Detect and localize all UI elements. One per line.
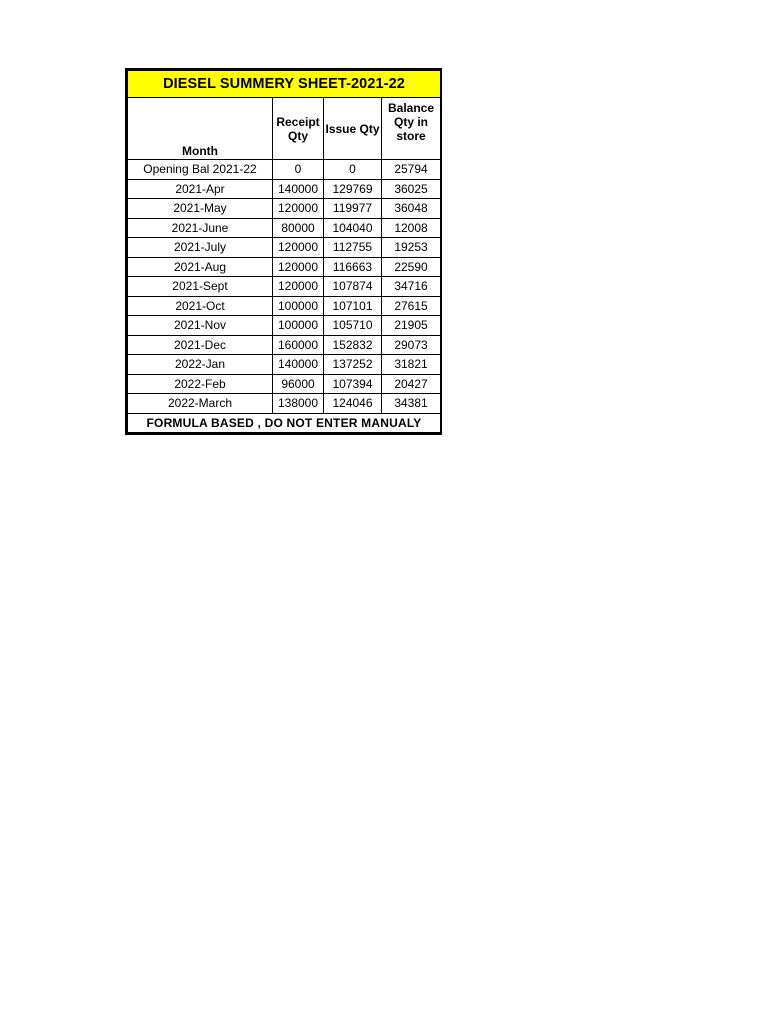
cell-receipt: 140000 (273, 179, 324, 199)
cell-balance: 34381 (382, 394, 441, 414)
cell-balance: 31821 (382, 355, 441, 375)
cell-balance: 21905 (382, 316, 441, 336)
cell-receipt: 80000 (273, 218, 324, 238)
table-row (128, 296, 441, 316)
cell-issue: 152832 (324, 335, 382, 355)
header-row (128, 98, 441, 160)
cell-receipt: 100000 (273, 296, 324, 316)
cell-issue: 105710 (324, 316, 382, 336)
cell-receipt: 160000 (273, 335, 324, 355)
cell-issue: 112755 (324, 238, 382, 258)
cell-issue: 124046 (324, 394, 382, 414)
cell-month: 2021-May (128, 199, 273, 219)
cell-balance: 36025 (382, 179, 441, 199)
header-receipt-qty: Receipt Qty (273, 98, 324, 160)
title-row (128, 71, 441, 98)
cell-month: 2021-Aug (128, 257, 273, 277)
cell-receipt: 138000 (273, 394, 324, 414)
cell-month: Opening Bal 2021-22 (128, 160, 273, 180)
table-row (128, 394, 441, 414)
diesel-summary-sheet (125, 68, 442, 435)
cell-month: 2021-July (128, 238, 273, 258)
table-row (128, 335, 441, 355)
cell-issue: 107874 (324, 277, 382, 297)
table-body (128, 160, 441, 414)
table-row (128, 277, 441, 297)
table-row (128, 355, 441, 375)
cell-receipt: 120000 (273, 238, 324, 258)
table-row (128, 316, 441, 336)
table-row (128, 374, 441, 394)
header-balance-qty: Balance Qty in store (382, 98, 441, 160)
header-issue-qty: Issue Qty (324, 98, 382, 160)
footer-row (128, 413, 441, 432)
cell-month: 2021-Nov (128, 316, 273, 336)
cell-receipt: 120000 (273, 257, 324, 277)
table-row (128, 179, 441, 199)
cell-month: 2022-March (128, 394, 273, 414)
cell-issue: 137252 (324, 355, 382, 375)
sheet-title: DIESEL SUMMERY SHEET-2021-22 (128, 71, 441, 98)
cell-balance: 20427 (382, 374, 441, 394)
cell-receipt: 140000 (273, 355, 324, 375)
summary-table (127, 70, 441, 433)
cell-month: 2022-Feb (128, 374, 273, 394)
cell-issue: 119977 (324, 199, 382, 219)
cell-month: 2021-June (128, 218, 273, 238)
table-row (128, 199, 441, 219)
cell-balance: 29073 (382, 335, 441, 355)
cell-receipt: 120000 (273, 277, 324, 297)
formula-note: FORMULA BASED , DO NOT ENTER MANUALY (128, 413, 441, 432)
cell-balance: 25794 (382, 160, 441, 180)
cell-issue: 129769 (324, 179, 382, 199)
cell-month: 2022-Jan (128, 355, 273, 375)
cell-issue: 0 (324, 160, 382, 180)
cell-balance: 27615 (382, 296, 441, 316)
cell-issue: 107394 (324, 374, 382, 394)
cell-month: 2021-Apr (128, 179, 273, 199)
cell-month: 2021-Dec (128, 335, 273, 355)
cell-balance: 34716 (382, 277, 441, 297)
cell-receipt: 0 (273, 160, 324, 180)
cell-month: 2021-Sept (128, 277, 273, 297)
cell-receipt: 96000 (273, 374, 324, 394)
cell-balance: 22590 (382, 257, 441, 277)
table-row (128, 238, 441, 258)
table-row (128, 160, 441, 180)
cell-issue: 104040 (324, 218, 382, 238)
header-month: Month (128, 98, 273, 160)
cell-receipt: 120000 (273, 199, 324, 219)
cell-issue: 107101 (324, 296, 382, 316)
cell-balance: 12008 (382, 218, 441, 238)
cell-receipt: 100000 (273, 316, 324, 336)
cell-month: 2021-Oct (128, 296, 273, 316)
table-row (128, 218, 441, 238)
cell-balance: 36048 (382, 199, 441, 219)
cell-issue: 116663 (324, 257, 382, 277)
cell-balance: 19253 (382, 238, 441, 258)
table-row (128, 257, 441, 277)
